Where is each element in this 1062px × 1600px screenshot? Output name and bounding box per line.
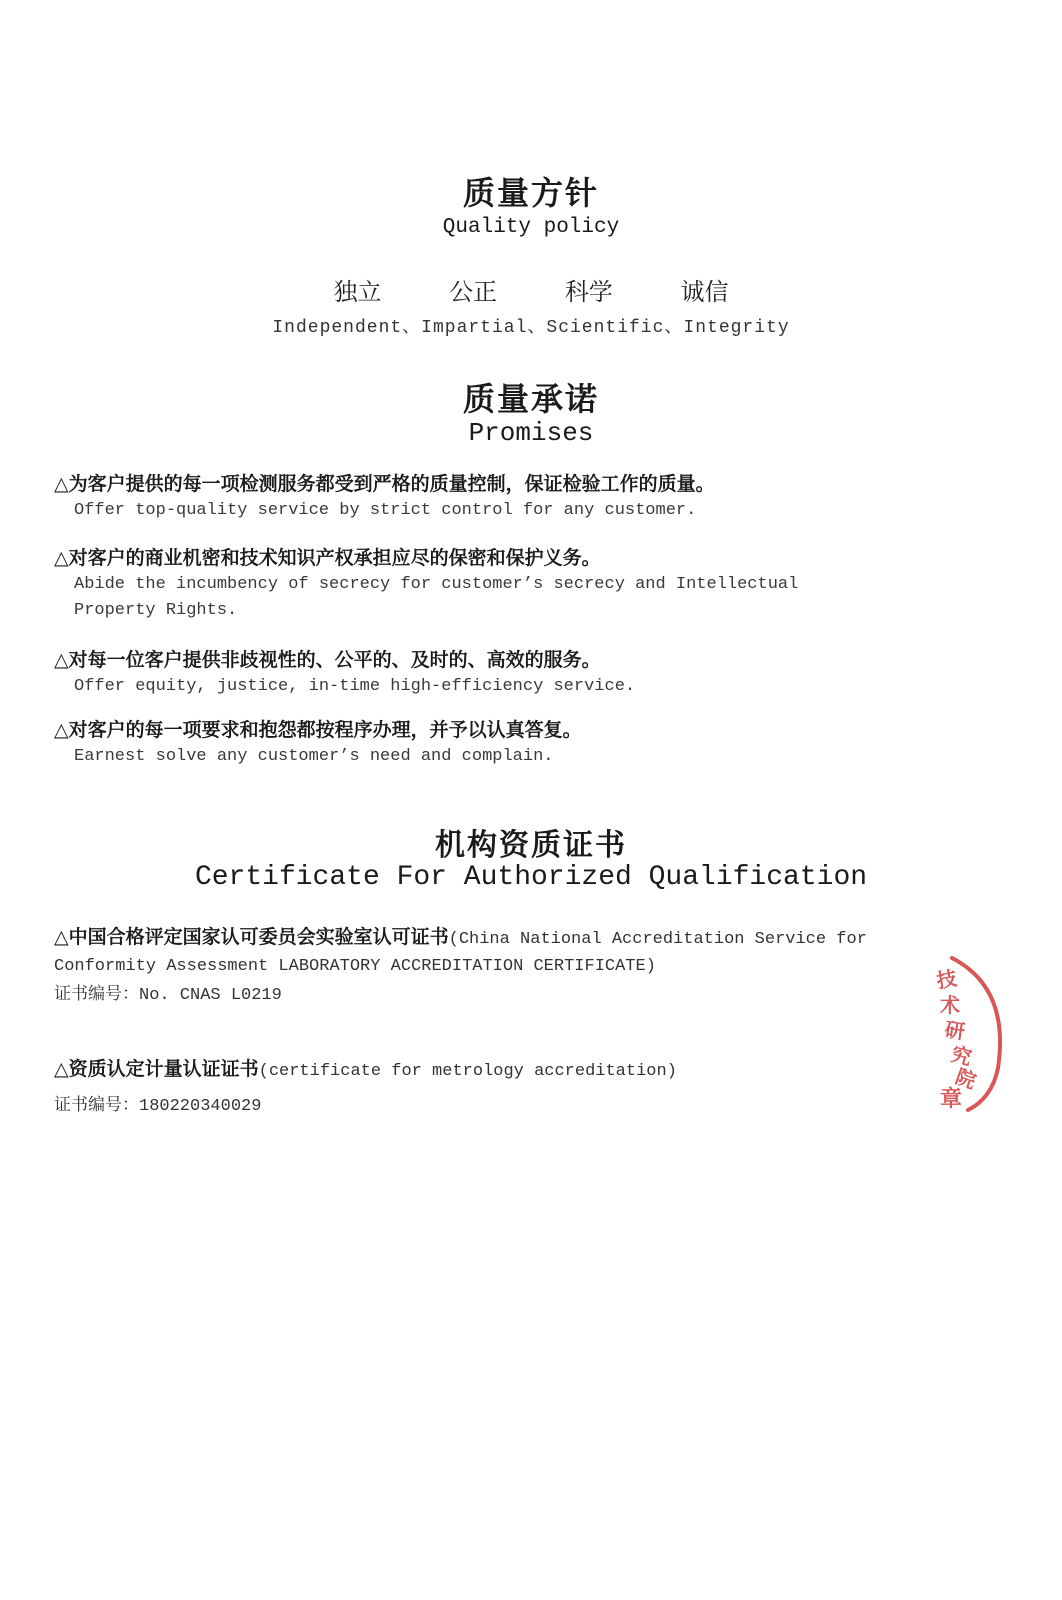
certificate-number [54,980,934,1010]
promise-item-cn: △对每一位客户提供非歧视性的、公平的、及时的、高效的服务。 [54,649,601,671]
certificate-item-2 [54,1056,934,1121]
motto-independent: 独立 [333,278,382,306]
certificate-description [54,1056,934,1085]
seal-char-6: 章 [940,1087,963,1112]
promises-title-cn: 质量承诺 [462,380,599,418]
motto-row [0,272,1062,307]
promise-item-en: Earnest solve any customer’s need and complain. [74,747,554,766]
certificate-number-value: No. CNAS L0219 [139,986,282,1005]
promises-title-en: Promises [468,418,594,448]
motto-en: Independent、Impartial、Scientific、Integrity [272,318,790,338]
certificate-item-1 [54,924,934,1010]
promise-item-2 [54,544,914,624]
promise-item-en: Abide the incumbency of secrecy for customer’s secrecy and Intellectual Property Rights. [74,575,799,620]
certificates-title-cn: 机构资质证书 [435,828,627,863]
seal-char-2: 术 [940,993,960,1017]
seal-char-5: 院 [952,1064,980,1094]
promise-item-en: Offer top-quality service by strict control for any customer. [74,501,697,520]
quality-policy-title-en: Quality policy [442,216,620,239]
certificate-title-en: (China National Accreditation Service for Conformity Assessment LABORATORY ACCREDITATION CERTIFICATE) [54,930,867,976]
seal-char-1: 技 [934,965,959,993]
promise-item-cn: △为客户提供的每一项检测服务都受到严格的质量控制，保证检验工作的质量。 [54,473,715,495]
certificate-number-label: 证书编号： [54,1095,139,1115]
motto-impartial: 公正 [449,278,498,306]
seal-char-4: 究 [948,1041,975,1071]
seal-char-3: 研 [943,1017,967,1044]
quality-policy-title-cn: 质量方针 [462,174,599,212]
promise-item-cn: △对客户的每一项要求和抱怨都按程序办理，并予以认真答复。 [54,719,582,741]
promise-item-en: Offer equity, justice, in-time high-efficiency service. [74,677,636,696]
certificate-title-en: (certificate for metrology accreditation) [258,1062,677,1081]
red-seal-stamp [930,948,1020,1118]
promise-item-cn: △对客户的商业机密和技术知识产权承担应尽的保密和保护义务。 [54,547,601,569]
certificate-description [54,924,934,980]
certificate-title-cn: △资质认定计量认证证书 [54,1058,259,1080]
promise-item-3 [54,646,914,700]
motto-integrity: 诚信 [680,278,729,306]
promise-item-4 [54,716,914,770]
certificates-title-en: Certificate For Authorized Qualification [194,862,868,893]
certificate-title-cn: △中国合格评定国家认可委员会实验室认可证书 [54,926,449,948]
certificate-number-value: 180220340029 [139,1097,262,1116]
motto-scientific: 科学 [564,278,613,306]
certificate-number-label: 证书编号： [54,984,139,1004]
certificate-number [54,1091,934,1121]
promise-item-1 [54,470,914,524]
